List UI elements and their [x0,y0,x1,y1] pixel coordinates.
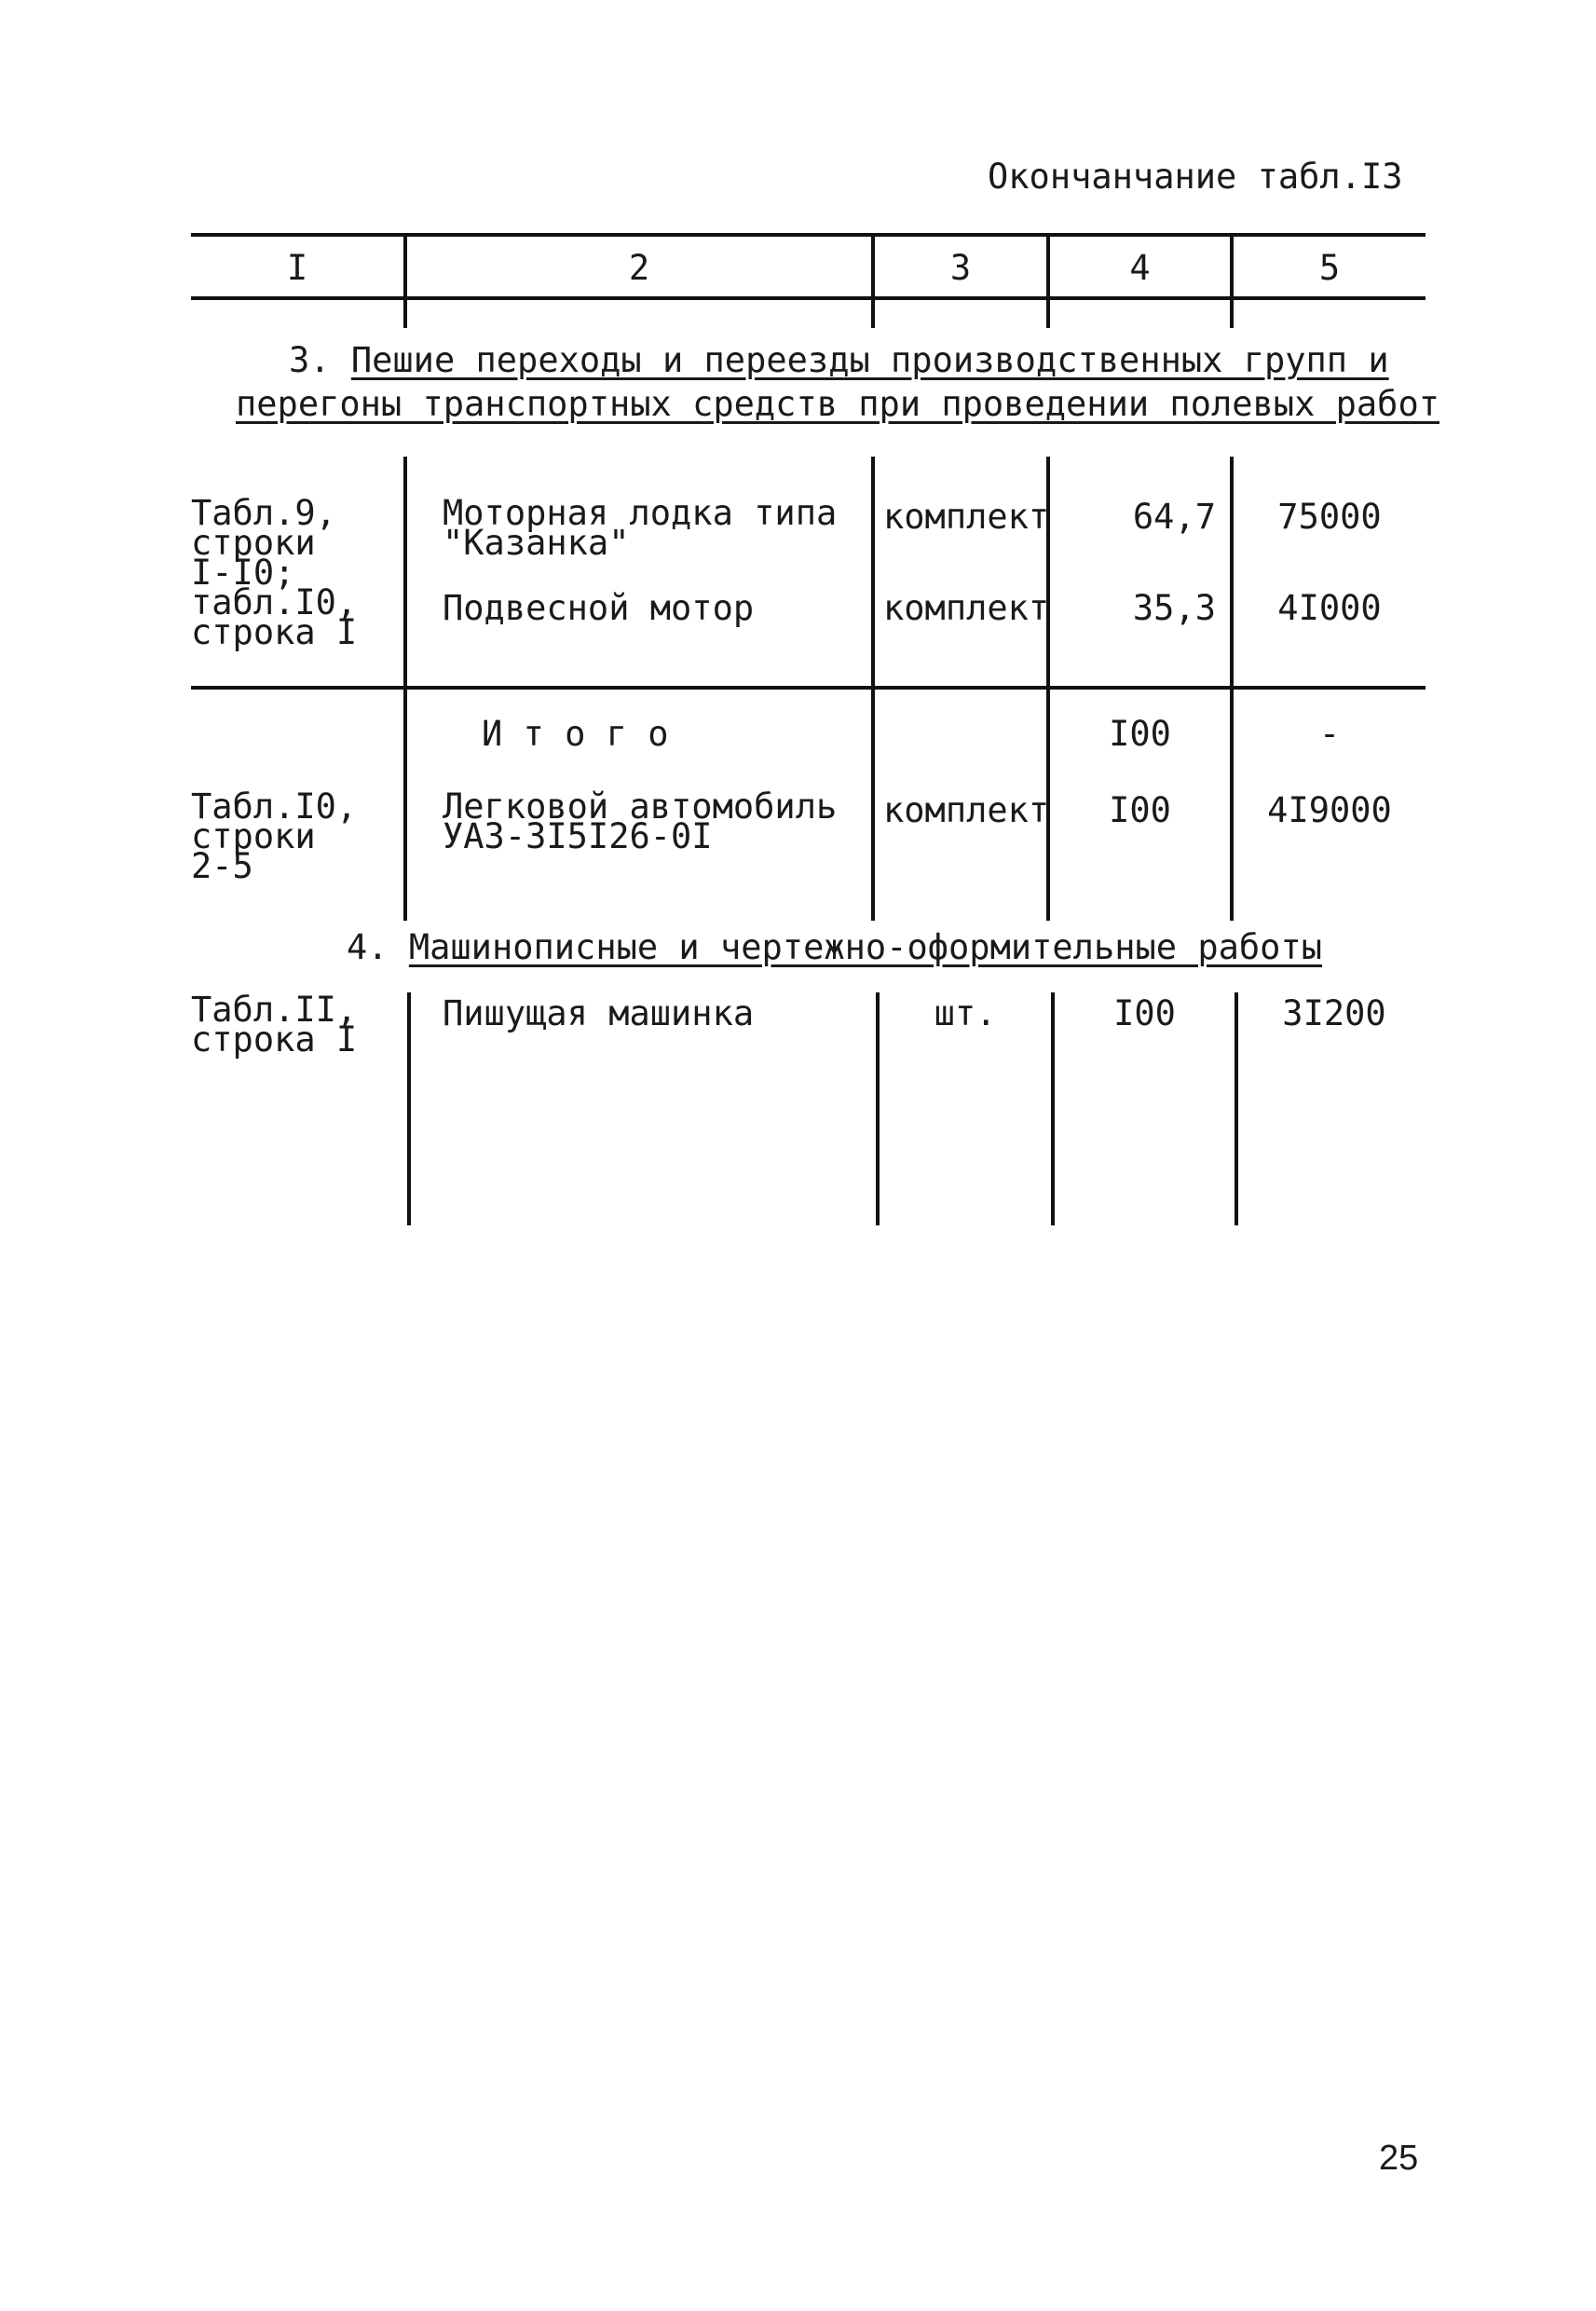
column-header-1: I [286,248,308,288]
section-4-number: 4. [347,927,389,967]
item-unit-motor-boat: комплект [883,497,1050,537]
column-header-4: 4 [1129,248,1151,288]
item-cost-motor-boat: 75000 [1277,497,1382,537]
row-ref-tabl9: Табл.9, строки I-I0; табл.I0, строка I [191,493,358,652]
column-header-2: 2 [628,248,650,288]
s4-divider-1 [407,992,411,1225]
item-percent-car: I00 [1109,790,1171,830]
column-header-5: 5 [1318,248,1341,288]
row-ref-tabl11: Табл.II, строка I [191,990,358,1060]
item-percent-outboard-motor: 35,3 [1132,588,1216,628]
section-4-heading [347,927,1322,968]
item-name-motor-boat: Моторная лодка типа "Казанка" [443,493,838,563]
item-percent-typewriter: I00 [1113,993,1176,1033]
item-unit-typewriter: шт. [934,993,997,1033]
item-cost-outboard-motor: 4I000 [1277,588,1382,628]
total-separator-rule [191,686,1425,690]
item-name-typewriter: Пишущая машинка [443,993,755,1033]
item-name-car: Легковой автомобиль УАЗ-3I5I26-0I [443,786,838,856]
item-cost-typewriter: 3I200 [1282,993,1386,1033]
section-3-title-line-1: Пешие переходы и переезды производственных групп и [350,340,1389,380]
section-3-title-line-2: перегоны транспортных средств при проведении полевых работ [236,384,1440,424]
total-cost: - [1318,714,1341,754]
s3-divider-4 [1230,457,1234,688]
section-4-title: Машинописные и чертежно-оформительные работы [408,927,1322,967]
item-percent-motor-boat: 64,7 [1132,497,1216,537]
table-header-bottom-rule [191,296,1425,300]
table-continuation-label: Окончанчание табл.I3 [988,157,1403,197]
page-number: 25 [1379,2139,1419,2178]
item-cost-car: 4I9000 [1267,790,1392,830]
s3b-divider-2 [871,688,875,921]
column-header-3: 3 [949,248,972,288]
item-unit-outboard-motor: комплект [883,588,1050,628]
total-label: И т о г о [482,714,669,754]
s3-divider-3 [1046,457,1050,688]
section-3-number: 3. [289,340,331,380]
total-percent: I00 [1109,714,1171,754]
section-3-heading-line-1 [289,340,1389,381]
s3-divider-2 [871,457,875,688]
s3-divider-1 [403,457,407,688]
row-ref-tabl10: Табл.I0, строки 2-5 [191,786,358,886]
item-unit-car: комплект [883,790,1050,830]
item-name-outboard-motor: Подвесной мотор [443,588,755,628]
s3b-divider-1 [403,688,407,921]
table-top-rule [191,233,1425,237]
